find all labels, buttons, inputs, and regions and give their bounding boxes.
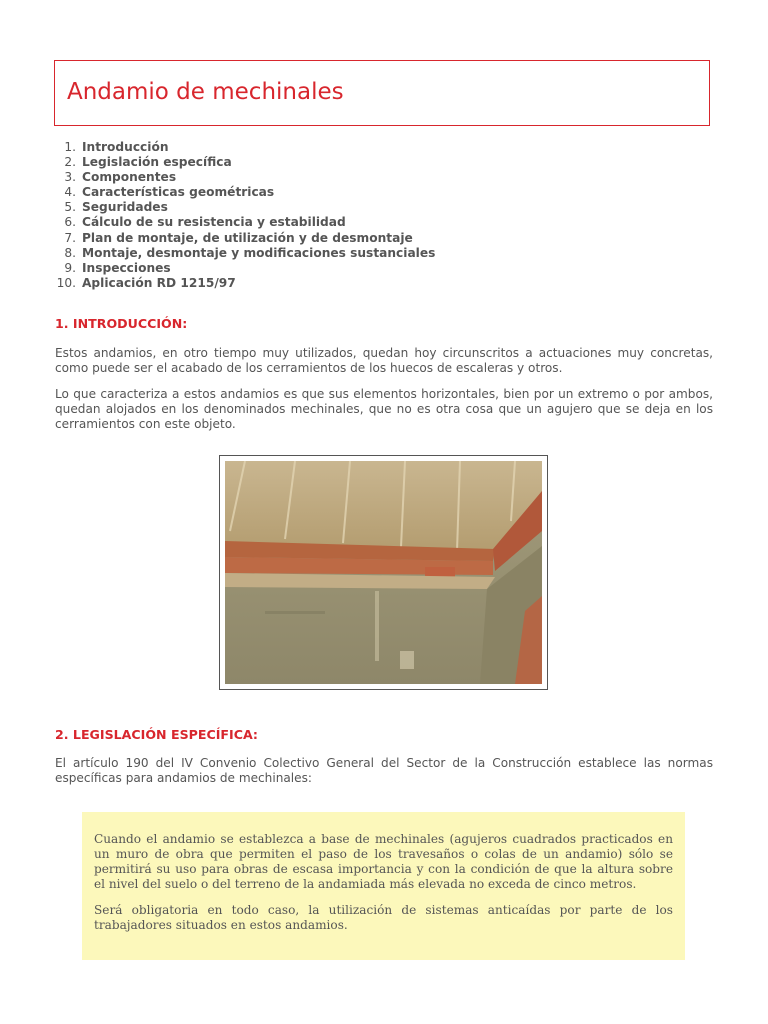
toc-item[interactable]	[56, 215, 435, 230]
toc-label: Aplicación RD 1215/97	[82, 275, 236, 290]
toc-number: 1.	[64, 140, 76, 154]
toc-label: Características geométricas	[82, 185, 275, 200]
legislation-paragraph: El artículo 190 del IV Convenio Colectivo General del Sector de la Construcción establece las normas específicas para andamios de mechinales:	[55, 756, 713, 786]
toc-number: 5.	[64, 200, 76, 215]
toc-number: 2.	[64, 155, 76, 170]
toc-item[interactable]	[56, 155, 435, 170]
quote-paragraph-2: Será obligatoria en todo caso, la utilización de sistemas anticaídas por parte de los trabajadores situados en estos andamios.	[94, 903, 673, 933]
toc-number: 9.	[64, 260, 76, 275]
table-of-contents	[56, 140, 435, 291]
toc-label: Seguridades	[82, 200, 168, 215]
toc-label: Montaje, desmontaje y modificaciones sustanciales	[82, 245, 436, 260]
toc-label: Plan de montaje, de utilización y de desmontaje	[82, 230, 413, 245]
section-heading-legislacion: 2. LEGISLACIÓN ESPECÍFICA:	[55, 727, 258, 742]
toc-item[interactable]	[56, 200, 435, 215]
quote-paragraph-1: Cuando el andamio se establezca a base de mechinales (agujeros cuadrados practicados en un muro de obra que permiten el paso de los travesaños o colas de un andamio) sólo se permitirá su uso para obras de escasa importancia y con la condición de que la altura sobre el nivel del suelo o del terreno de la andamiada más elevada no exceda de cinco metros.	[94, 832, 673, 892]
toc-number: 8.	[64, 245, 76, 260]
toc-label: Introducción	[82, 140, 169, 154]
toc-item[interactable]	[56, 261, 435, 276]
toc-label: Componentes	[82, 170, 177, 185]
intro-paragraph-1: Estos andamios, en otro tiempo muy utilizados, quedan hoy circunscritos a actuaciones muy concretas, como puede ser el acabado de los cerramientos de los huecos de escaleras y otros.	[55, 346, 713, 376]
page-title: Andamio de mechinales	[67, 79, 344, 105]
section-heading-introduccion: 1. INTRODUCCIÓN:	[55, 316, 188, 331]
toc-number: 4.	[64, 185, 76, 200]
toc-item[interactable]	[56, 140, 435, 155]
scaffold-photo-illustration	[225, 461, 542, 684]
toc-item[interactable]	[56, 170, 435, 185]
title-box	[54, 60, 710, 126]
toc-number: 3.	[64, 170, 76, 185]
toc-label: Legislación específica	[82, 155, 232, 170]
toc-item[interactable]	[56, 276, 435, 291]
toc-number: 6.	[64, 215, 76, 230]
toc-number: 10.	[56, 275, 76, 290]
toc-item[interactable]	[56, 246, 435, 261]
toc-item[interactable]	[56, 231, 435, 246]
legal-quote-box	[82, 812, 685, 960]
toc-label: Cálculo de su resistencia y estabilidad	[82, 215, 346, 230]
toc-label: Inspecciones	[82, 260, 171, 275]
toc-item[interactable]	[56, 185, 435, 200]
toc-number: 7.	[64, 230, 76, 245]
scaffold-photo	[219, 455, 548, 690]
intro-paragraph-2: Lo que caracteriza a estos andamios es que sus elementos horizontales, bien por un extremo o por ambos, quedan alojados en los denominados mechinales, que no es otra cosa que un agujero que se deja en los cerramientos con este objeto.	[55, 387, 713, 432]
